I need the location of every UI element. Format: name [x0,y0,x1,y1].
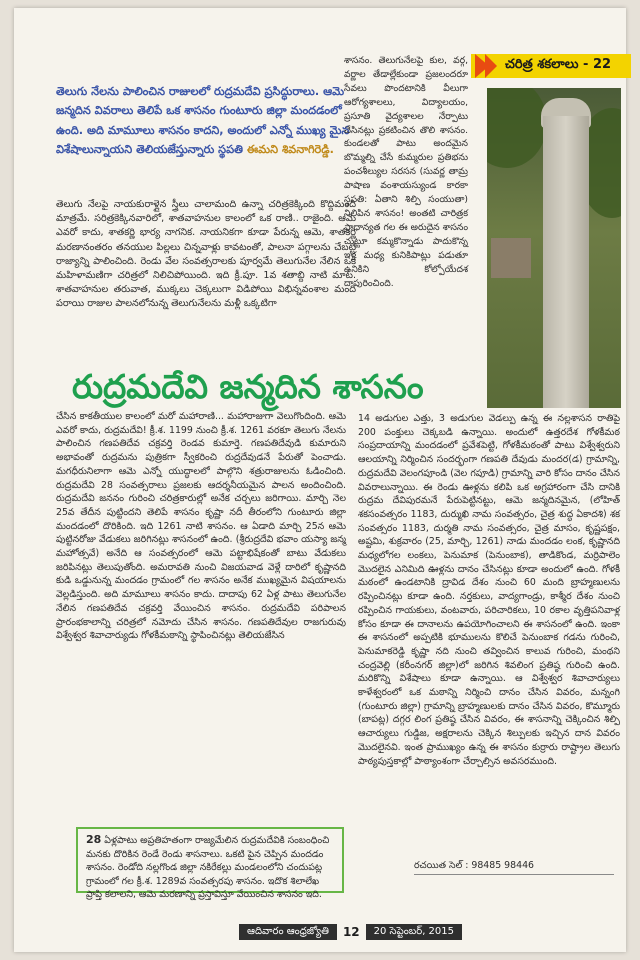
writer-label: రచయిత సెల్ : [414,860,469,871]
photo-tree [487,88,547,168]
info-box-number: 28 [86,833,102,846]
stele-slab [543,116,589,408]
inscription-photo [487,88,621,408]
body-right-column: 14 అడుగుల ఎత్తు, 3 అడుగుల వెడల్పు ఉన్న ఈ నల్లశాసన రాతిపై 200 పంక్తులు చెక్కబడి ఉన్నాయి. అందులో ఉత్తరదేశ గోళకీమఠ సంప్రదాయాన్ని మందడంలో ప్రవేశపెట్టి, గోళకీమఠంతో పాటు విశ్వేశ్వరుని ఆలయాన్ని నిర్మించిన సందర్భంగా గణపతి దేవుడు మందర(డ) గ్రామాన్ని, రుద్రమదేవి వెలంగపూండి (వెల గపూడి) గ్రామాన్ని వారి కోసం దానం చేసిన వివరాలున్నాయి. ఈ రెండు ఊళ్లను కలిపి ఒక అగ్రహారంగా చేసి దానికి రుద్రమ దేవిపురమనే పేరుపెట్టినట్టు, ఆమె జన్మదినమైన, (లోహిత్ శకసంవత్సరం 1183, దుర్ముఖి నామ సంవత్సరం, చైత్ర శుద్ధ ఏకాదశి) శక సంవత్సరం 1183, దుర్మతి నామ సంవత్సరం, చైత్ర మాసం, కృష్ణపక్షం, అష్టమి, శుక్రవారం (25, మార్చి, 1261) నాడు మందడం లంక, కృష్ణానది మధ్యలోగల లంకలు, పెనుమాక (పెనుంబాక), తాడికొండ, మర్రిపాలెం మొదలైన ఎనిమిది ఊళ్లను దానం చేసినట్లు కూడా అందులో ఉంది. గోళకీ మఠంలో ఉండటానికి ద్రావిడ దేశం నుంచి 60 మంది బ్రాహ్మణులను రప్పించినట్లు కూడా ఉంది. నర్తకులు, వాద్యగాండ్రు, కాశ్మీర దేశం నుంచి రప్పించిన గాయకులు, వంటవారు, పరిచారికలు, 10 రకాల వృత్తిపనివాళ్ల కోసం కూడా ఈ దానాలను ఉపయోగించాలని ఈ శాసనంలో ఉంది. ఇంకా ఈ శాసనంలో అప్పటికి భూములను కొలిచే పెనుంబాక గడను గురించి, పెనుమాకరెడ్డి కృష్ణా నది నుంచి తవ్వించిన కాలువ గురించి, మంథని చంద్రవెల్లి (కరీంనగర్ జిల్లా)లో జరిగిన శివలింగ ప్రతిష్ఠ గురించి ఉంది. మరికొన్ని విశేషాలు కూడా ఉన్నాయి. ఆ విశ్వేశ్వర శివాచార్యులు కాళేశ్వరంలో ఒక మఠాన్ని నిర్మించి దానం చేసిన వివరం, మన్నంగి (గుంటూరు జిల్లా) గ్రామాన్ని బ్రాహ్మణులకు దానం చేసిన వివరం, కొమ్మూరు (బాపట్ల) దగ్గర లింగ ప్రతిష్ఠ చేసిన వివరం, ఈ శాసనాన్ని చెక్కించిన శిల్పి ఆచార్యులు గుడ్డిజ, అక్షరాలను చెక్కిన శిల్పులకు ఇచ్చిన దాన వివరం మొదలైనవి. ఇంత ప్రాముఖ్యం ఉన్న ఈ శాసనం కుర్రారు రాష్ట్రాల తెలుగు పాఠ్యపుస్తకాల్లో పాఠ్యాంశంగా చేర్చాల్సిన అవసరముంది. [358,413,620,767]
info-box-body: ఏళ్లపాటు అప్రతిహతంగా రాజ్యమేలిన రుద్రమదేవికి సంబంధించి మనకు దొరికిన రెండే రెండు శాసనాలు. ఒకటి పైన చెప్పిన మందడం శాసనం. రెండోది నల్లగొండ జిల్లా నకిరేకల్లు మండలంలోని చందుపట్ల గ్రామంలో గల క్రీ.శ. 1289వ సంవత్సరపు శాసనం. ఇదొక శిలాలేఖ ప్రాప్తి కలాలని, ఆమె మరణాన్ని ప్రస్తావిస్తూ వేయించిన శాసనం ఇది. [86,835,330,900]
lead-text: తెలుగు నేలను పాలించిన రాజులలో రుద్రమదేవి ప్రసిద్ధురాలు. ఆమె జన్మదిన వివరాలు తెలిపే ఒక శాసనం గుంటూరు జిల్లా మందడంలో ఉంది. అది మామూలు శాసనం కాదని, అందులో ఎన్నో ముఖ్య మైన విశేషాలున్నాయని తెలియజేస్తున్నారు స్థపతి [56,85,350,156]
page-footer [239,924,462,940]
body-left-column: చేసిన కాకతీయుల కాలంలో మరో మహారాణి... మహారాజుగా వెలుగొందింది. ఆమె ఎవరో కాదు, రుద్రమదేవి! క్రీ.శ. 1199 నుంచి క్రీ.శ. 1261 వరకూ తెలుగు నేలను పాలించిన గణపతిదేవ చక్రవర్తి రెండవ కుమార్తె. గణపతిదేవుడి కుమారుని అభావంతో రుద్రమను పుత్రికగా స్వీకరించి రుద్రదేవుడనే పేరుతో పెంచాడు. మగధీరునిలాగా ఆమె ఎన్నో యుద్ధాలలో పాల్గొని శత్రురాజులను ఓడించింది. రుద్రమదేవి 28 సంవత్సరాలు ప్రజలకు ఆదర్శనీయమైన పాలన అందించింది. రుద్రమదేవి జననం గురించి చరిత్రకారుల్లో అనేక చర్చలు జరిగాయి. మార్చి నెల 25వ తేదీన పుట్టిందని తెలిపే శాసనం కృష్ణా నదీ తీరంలోని గుంటూరు జిల్లా మందడంలో దొరికింది. ఇది 1261 నాటి శాసనం. ఆ ఏడాది మార్చి 25న ఆమె పుట్టినరోజు వేడుకలు జరిగినట్లు శాసనంలో ఉంది. (శ్రీరుద్రదేవి భవాం యస్యా జన్మ మహోత్సవే) అనేది ఆ సంవత్సరంలో ఆమె పట్టాభిషేకంతో బాటు వేడుకలు జరిపినట్లు తెలుపుతోంది. అమరావతి నుంచి విజయవాడ వెళ్లే దారిలో కృష్ణానది కుడి ఒడ్డునున్న మందడం గ్రామంలో గల శాసనం అనేక ముఖ్యమైన విషయాలను వెల్లడిస్తుంది. అది మామూలు శాసనం కాదు. దాదాపు 62 ఏళ్ల పాటు తెలుగునేల నేలిన గణపతిదేవ చక్రవర్తి వేయించిన శాసనం. రుద్రమదేవి పరిపాలన ప్రారంభకాలాన్ని చరిత్రలో నమోదు చేసిన శాసనం. గణపతిదేవుల రాజగురువు విశ్వేశ్వర శివాచార్యుడు గోళకీమఠాన్ని స్థాపించినట్లు తెలియజేసిన [56,411,346,642]
series-tag [471,54,631,78]
info-box [76,827,344,900]
footer-publication: ఆదివారం ఆంధ్రజ్యోతి [239,924,337,940]
photo-house [491,238,531,278]
headline: రుద్రమదేవి జన్మదిన శాసనం [72,367,424,406]
writer-phone: 98485 98446 [471,860,535,871]
arrow-icon-2 [485,54,497,78]
writer-divider [414,874,614,875]
intro-paragraph: తెలుగు నేలపై నాయకురాళ్లైన స్త్రీలు చాలామంది ఉన్నా చరిత్రకెక్కింది కొద్దిమంది మాత్రమే. సరిత్రకెక్కినవారిలో, శాతవాహనుల కాలంలో ఒక రాణి.. రాజైంది. ఆమె ఎవరో కాదు, శాతకర్ణి భార్య నాగనిక. నాయనికగా కూడా పేరున్న ఆమె, శాతకర్ణి మరణానంతరం తనయుల పిల్లలు చిన్నవాళ్లు కావటంతో, పాలనా పగ్గాలను చేబట్టి రాజ్యాన్ని పాలించింది. రెండు వేల సంవత్సరాలకు పూర్వమే తెలుగునేల నేలిన ఒక మహిళామణిగా చరిత్రలో నిలిచిపోయింది. ఇది క్రీ.పూ. 1వ శతాబ్ది నాటి మాట. శాతవాహనుల తరువాత, ముక్కలు చెక్కలుగా విడిపోయి విభిన్నవంశాల మంది పరాయి రాజుల పాలనలోనున్న తెలుగునేలను మళ్లీ ఒక్కటిగా [56,199,356,310]
lead-paragraph [56,82,356,159]
series-tag-label: చరిత్ర శకలాలు - 22 [505,57,612,72]
right-top-column: శాసనం. తెలుగునేలపై కుల, వర్గ, వర్ణాల తేడాల్లేకుండా ప్రజలందరూ సేవలు పొందటానికి వీలుగా ఆరోగ్యశాలలు, విద్యాలయం, ప్రసూతి వైద్యశాలల నేర్పాటు చేసినట్లు ప్రకటించిన తొలి శాసనం. కుండలతో పాటు అందమైన బొమ్మల్ని చేసే కుమ్మరుల ప్రతిభను పంచశీల్యుల సరసన (సువర్ణ తామ్ర పాషాణ వంశాయస్యుండ కారకా స్థపతి: ఏతాని శిల్పి సంయుతా) నిలిపిన శాసనం! అంతటి చారిత్రక ప్రాధాన్యత గల ఈ అరుదైన శాసనం చుట్టూ కమ్మకొన్నాడు పాదుకొన్న ఇళ్ల మధ్య కునికిపాట్లు పడుతూ ఉనికిని కోల్పోయేదశ దాపురించింది. [344,55,468,289]
writer-contact [414,860,614,873]
footer-date: 20 సెప్టెంబర్, 2015 [366,924,462,940]
lead-author: ఈమని శివనాగిరెడ్డి. [246,142,334,156]
info-box-text [86,833,334,902]
newspaper-page [14,8,626,952]
footer-page-number: 12 [342,925,360,939]
